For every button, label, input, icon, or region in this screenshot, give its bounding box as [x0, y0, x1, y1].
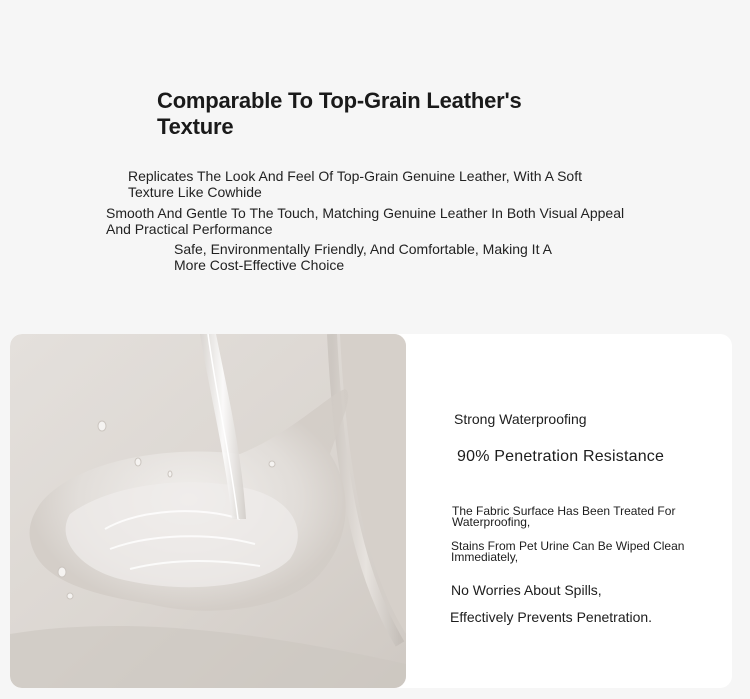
- page-title: Comparable To Top-Grain Leather's Texture: [157, 88, 522, 139]
- feature-subtitle: Strong Waterproofing: [454, 411, 587, 427]
- feature-point-1: No Worries About Spills,: [451, 582, 602, 598]
- texture-paragraph-1: Replicates The Look And Feel Of Top-Grain Genuine Leather, With A Soft Texture Like Cowhide: [128, 168, 582, 200]
- feature-detail-1: The Fabric Surface Has Been Treated For Waterproofing,: [452, 504, 676, 529]
- texture-paragraph-3: Safe, Environmentally Friendly, And Comfortable, Making It A More Cost-Effective Choice: [174, 241, 552, 273]
- feature-detail-2: Stains From Pet Urine Can Be Wiped Clean Immediately,: [451, 539, 685, 564]
- feature-point-2: Effectively Prevents Penetration.: [450, 609, 653, 625]
- waterproof-panel: [10, 334, 732, 688]
- texture-paragraph-2: Smooth And Gentle To The Touch, Matching Genuine Leather In Both Visual Appeal And Practical Performance: [106, 205, 625, 237]
- feature-headline: 90% Penetration Resistance: [457, 448, 665, 465]
- water-on-leather-photo: [10, 334, 406, 688]
